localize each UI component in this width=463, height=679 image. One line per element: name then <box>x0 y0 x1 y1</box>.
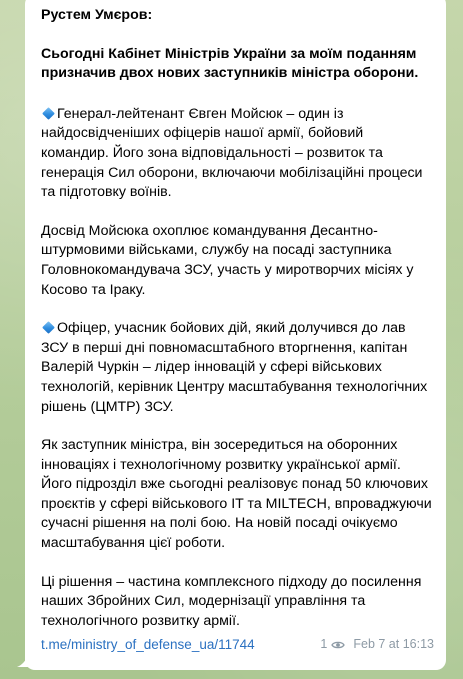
small-blue-diamond-icon <box>42 107 55 120</box>
paragraph-text: Генерал-лейтенант Євген Мойсюк – один із найдосвідченіших офіцерів нашої армії, бойовий командир. Його зона відповідальності – розвиток та генерація Сил оборони, включаючи мобілізаційні процеси та підготовку воїнів. <box>41 105 423 201</box>
message-meta <box>320 635 434 655</box>
paragraph-churkin <box>41 319 434 417</box>
message-bubble <box>25 0 446 670</box>
paragraph-conclusion: Ці рішення – частина комплексного підходу до посилення наших Збройних Сил, модернізації управління та технологічного розвитку армії. <box>41 573 422 629</box>
message-author: Рустем Умєров: <box>41 7 153 23</box>
eye-icon <box>331 640 345 650</box>
paragraph-churkin-role: Як заступник міністра, він зосередиться на оборонних інноваціях і технологічному розвитку української армії. Його підрозділ вже сьогодні реалізовує понад 50 ключових проєктів у сфері військового IT та MILTECH, впроваджуючи сучасні рішення на полі бою. На новій посаді очікуємо масштабування цієї роботи. <box>41 437 432 552</box>
paragraph-moisiuk <box>41 105 434 203</box>
views-count: 1 <box>320 637 328 652</box>
post-link[interactable]: t.me/ministry_of_defense_ua/11744 <box>41 637 255 653</box>
message-timestamp: Feb 7 at 16:13 <box>353 637 434 652</box>
small-blue-diamond-icon <box>42 322 55 335</box>
paragraph-moisiuk-experience: Досвід Мойсюка охоплює командування Десантно-штурмовими військами, службу на посаді заступника Головнокомандувача ЗСУ, участь у миротворчих місіях у Косово та Іраку. <box>41 222 414 298</box>
bubble-tail <box>17 653 29 667</box>
message-footer <box>41 635 434 655</box>
message-headline: Сьогодні Кабінет Міністрів України за моїм поданням призначив двох нових заступників міністра оборони. <box>41 45 419 82</box>
paragraph-text: Офіцер, учасник бойових дій, який долучився до лав ЗСУ в перші дні повномасштабного вторгнення, капітан Валерій Чуркін – лідер інновацій у сфері військових технологій, керівник Центру масштабування технологічних рішень (ЦМТР) ЗСУ. <box>41 320 428 415</box>
